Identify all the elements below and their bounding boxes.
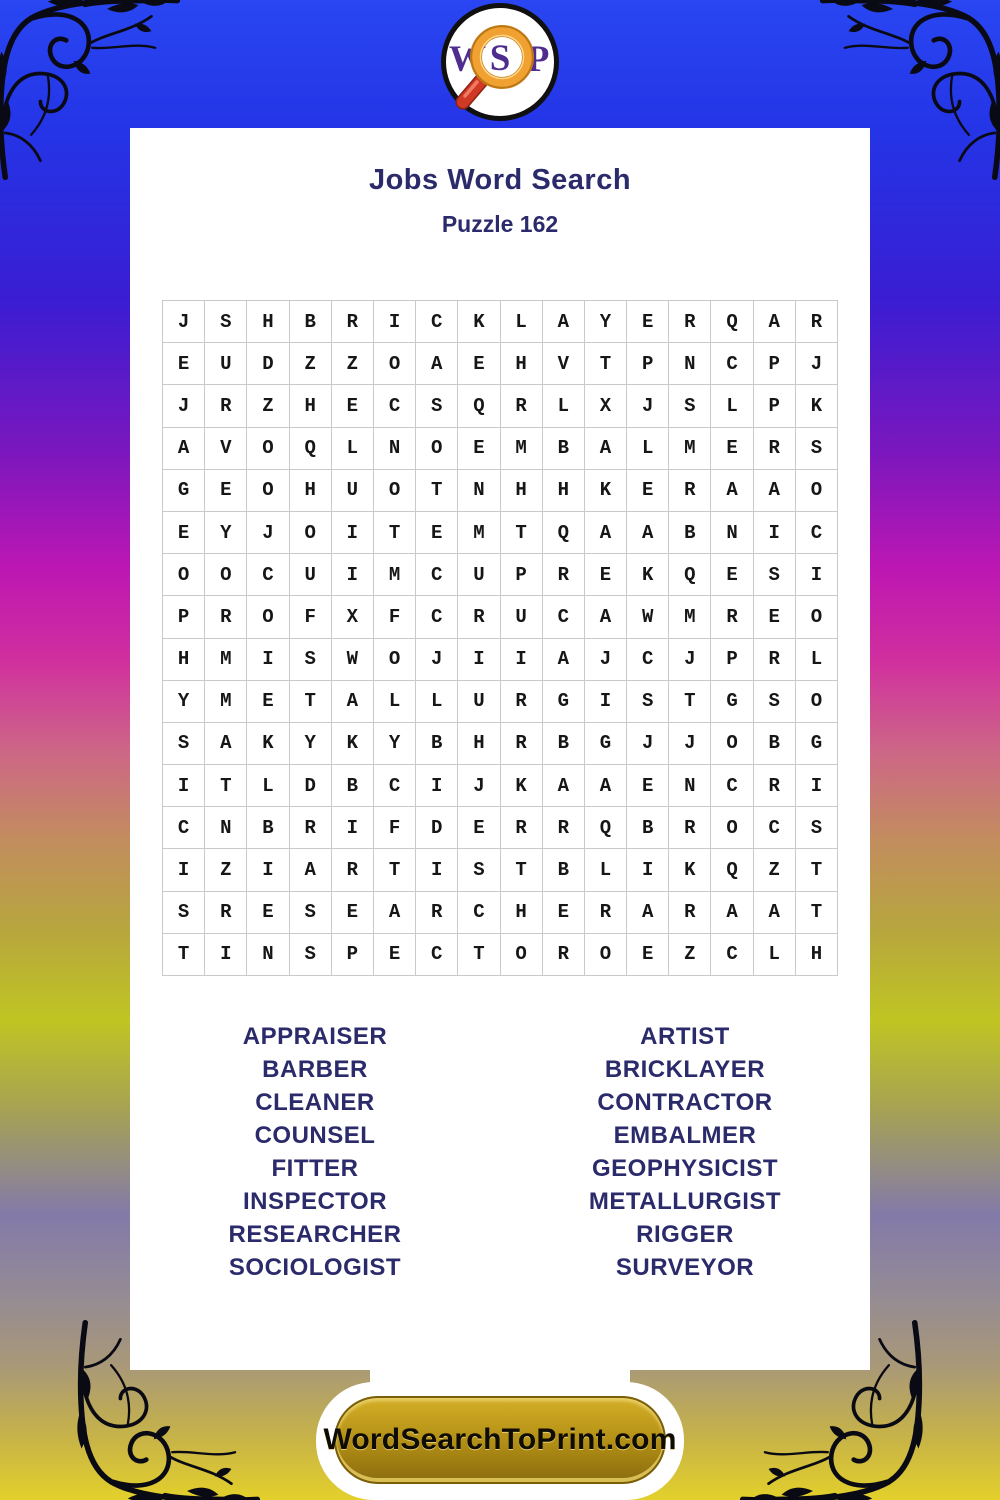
grid-cell: J	[585, 639, 626, 680]
grid-cell: Q	[543, 512, 584, 553]
word-item: BARBER	[262, 1056, 368, 1083]
grid-cell: E	[627, 934, 668, 975]
grid-cell: A	[711, 470, 752, 511]
grid-cell: Z	[247, 385, 288, 426]
grid-cell: R	[711, 596, 752, 637]
grid-cell: M	[669, 596, 710, 637]
grid-cell: H	[501, 343, 542, 384]
grid-cell: A	[205, 723, 246, 764]
word-item: EMBALMER	[613, 1122, 757, 1149]
grid-cell: R	[458, 596, 499, 637]
grid-cell: A	[374, 892, 415, 933]
grid-cell: L	[754, 934, 795, 975]
grid-cell: O	[247, 428, 288, 469]
grid-cell: E	[374, 934, 415, 975]
grid-cell: U	[458, 554, 499, 595]
grid-cell: M	[501, 428, 542, 469]
grid-cell: S	[754, 681, 795, 722]
grid-cell: J	[627, 385, 668, 426]
grid-cell: R	[205, 892, 246, 933]
page-title: Jobs Word Search	[368, 164, 632, 196]
word-item: FITTER	[271, 1155, 359, 1182]
grid-cell: E	[627, 765, 668, 806]
grid-cell: I	[796, 554, 837, 595]
grid-cell: C	[711, 343, 752, 384]
grid-cell: H	[290, 470, 331, 511]
grid-cell: N	[374, 428, 415, 469]
grid-cell: R	[754, 428, 795, 469]
grid-cell: Z	[754, 849, 795, 890]
grid-cell: X	[585, 385, 626, 426]
grid-cell: O	[247, 470, 288, 511]
grid-cell: G	[163, 470, 204, 511]
word-item: CLEANER	[255, 1089, 375, 1116]
grid-cell: B	[543, 849, 584, 890]
grid-cell: O	[711, 807, 752, 848]
grid-cell: K	[247, 723, 288, 764]
grid-cell: N	[247, 934, 288, 975]
grid-cell: O	[585, 934, 626, 975]
grid-cell: M	[458, 512, 499, 553]
grid-cell: Z	[290, 343, 331, 384]
grid-cell: C	[374, 385, 415, 426]
grid-cell: E	[163, 512, 204, 553]
grid-cell: K	[796, 385, 837, 426]
grid-cell: L	[374, 681, 415, 722]
grid-cell: C	[247, 554, 288, 595]
logo-letter-w: W	[449, 39, 486, 80]
grid-cell: T	[163, 934, 204, 975]
grid-cell: T	[416, 470, 457, 511]
grid-cell: B	[627, 807, 668, 848]
website-link-button[interactable]	[323, 1396, 677, 1484]
grid-cell: R	[754, 639, 795, 680]
grid-cell: C	[796, 512, 837, 553]
grid-cell: L	[585, 849, 626, 890]
grid-cell: O	[374, 343, 415, 384]
grid-cell: I	[163, 849, 204, 890]
grid-cell: E	[458, 807, 499, 848]
grid-cell: Y	[205, 512, 246, 553]
grid-cell: P	[501, 554, 542, 595]
grid-cell: E	[627, 301, 668, 342]
grid-cell: A	[585, 765, 626, 806]
grid-cell: T	[501, 512, 542, 553]
grid-cell: A	[627, 512, 668, 553]
grid-cell: R	[501, 807, 542, 848]
grid-cell: K	[501, 765, 542, 806]
grid-cell: D	[247, 343, 288, 384]
grid-cell: J	[247, 512, 288, 553]
grid-cell: O	[796, 470, 837, 511]
logo-letter-s: S	[489, 38, 511, 79]
grid-cell: R	[543, 554, 584, 595]
grid-cell: I	[163, 765, 204, 806]
grid-cell: S	[290, 639, 331, 680]
grid-cell: A	[585, 512, 626, 553]
grid-cell: J	[458, 765, 499, 806]
grid-cell: A	[416, 343, 457, 384]
logo-letter-p: P	[526, 39, 550, 80]
website-link-label: WordSearchToPrint.com	[323, 1423, 677, 1456]
grid-cell: L	[501, 301, 542, 342]
grid-cell: F	[374, 596, 415, 637]
grid-cell: L	[543, 385, 584, 426]
grid-cell: L	[796, 639, 837, 680]
grid-cell: U	[458, 681, 499, 722]
word-item: METALLURGIST	[588, 1188, 782, 1215]
grid-cell: R	[585, 892, 626, 933]
grid-cell: H	[543, 470, 584, 511]
grid-cell: H	[247, 301, 288, 342]
grid-cell: E	[205, 470, 246, 511]
grid-cell: B	[290, 301, 331, 342]
grid-cell: S	[163, 723, 204, 764]
grid-cell: N	[669, 765, 710, 806]
grid-cell: Z	[332, 343, 373, 384]
grid-cell: J	[669, 639, 710, 680]
grid-cell: A	[754, 470, 795, 511]
grid-cell: J	[796, 343, 837, 384]
grid-cell: P	[711, 639, 752, 680]
grid-cell: E	[711, 428, 752, 469]
grid-cell: I	[247, 849, 288, 890]
grid-cell: X	[332, 596, 373, 637]
grid-cell: B	[416, 723, 457, 764]
grid-cell: R	[205, 596, 246, 637]
grid-cell: O	[247, 596, 288, 637]
grid-cell: O	[501, 934, 542, 975]
grid-cell: S	[163, 892, 204, 933]
grid-cell: C	[627, 639, 668, 680]
grid-cell: I	[416, 849, 457, 890]
grid-cell: S	[416, 385, 457, 426]
grid-cell: J	[627, 723, 668, 764]
grid-cell: I	[627, 849, 668, 890]
grid-cell: E	[585, 554, 626, 595]
grid-cell: E	[247, 681, 288, 722]
word-lists	[130, 1020, 870, 1284]
grid-cell: F	[290, 596, 331, 637]
grid-cell: V	[543, 343, 584, 384]
grid-cell: J	[163, 385, 204, 426]
grid-cell: E	[416, 512, 457, 553]
grid-cell: L	[627, 428, 668, 469]
grid-cell: C	[543, 596, 584, 637]
grid-cell: B	[247, 807, 288, 848]
grid-cell: R	[754, 765, 795, 806]
grid-cell: R	[543, 934, 584, 975]
grid-cell: G	[585, 723, 626, 764]
grid-cell: R	[501, 681, 542, 722]
grid-cell: R	[416, 892, 457, 933]
grid-cell: D	[416, 807, 457, 848]
word-list-left	[130, 1020, 500, 1284]
grid-cell: L	[711, 385, 752, 426]
grid-cell: G	[796, 723, 837, 764]
grid-cell: E	[163, 343, 204, 384]
grid-cell: R	[205, 385, 246, 426]
grid-cell: T	[205, 765, 246, 806]
grid-cell: I	[501, 639, 542, 680]
grid-cell: C	[416, 596, 457, 637]
grid-cell: P	[332, 934, 373, 975]
grid-cell: M	[205, 639, 246, 680]
grid-cell: F	[374, 807, 415, 848]
grid-cell: P	[163, 596, 204, 637]
puzzle-grid	[162, 300, 838, 976]
word-item: RIGGER	[636, 1221, 734, 1248]
grid-cell: U	[290, 554, 331, 595]
grid-cell: E	[458, 428, 499, 469]
grid-cell: I	[332, 807, 373, 848]
grid-cell: I	[247, 639, 288, 680]
word-item: SOCIOLOGIST	[228, 1254, 402, 1281]
grid-cell: W	[627, 596, 668, 637]
grid-cell: T	[585, 343, 626, 384]
grid-cell: U	[205, 343, 246, 384]
grid-cell: H	[796, 934, 837, 975]
grid-cell: H	[163, 639, 204, 680]
grid-cell: A	[627, 892, 668, 933]
grid-cell: R	[290, 807, 331, 848]
grid-cell: P	[754, 343, 795, 384]
magnifying-glass-icon	[441, 3, 559, 121]
grid-cell: S	[669, 385, 710, 426]
word-item: COUNSEL	[254, 1122, 376, 1149]
grid-cell: C	[416, 934, 457, 975]
grid-cell: I	[585, 681, 626, 722]
grid-cell: G	[543, 681, 584, 722]
grid-cell: V	[205, 428, 246, 469]
grid-cell: A	[754, 892, 795, 933]
grid-cell: H	[501, 470, 542, 511]
grid-cell: H	[458, 723, 499, 764]
grid-cell: Q	[711, 301, 752, 342]
word-item: CONTRACTOR	[597, 1089, 773, 1116]
grid-cell: J	[163, 301, 204, 342]
grid-cell: E	[332, 892, 373, 933]
grid-cell: U	[501, 596, 542, 637]
grid-cell: A	[711, 892, 752, 933]
grid-cell: C	[163, 807, 204, 848]
grid-cell: N	[711, 512, 752, 553]
grid-cell: H	[290, 385, 331, 426]
wsp-logo	[441, 3, 559, 121]
grid-cell: I	[796, 765, 837, 806]
grid-cell: A	[754, 301, 795, 342]
grid-cell: N	[205, 807, 246, 848]
grid-cell: T	[669, 681, 710, 722]
word-list-right	[500, 1020, 870, 1284]
grid-cell: C	[374, 765, 415, 806]
grid-cell: R	[669, 892, 710, 933]
grid-cell: N	[669, 343, 710, 384]
grid-cell: Z	[205, 849, 246, 890]
grid-cell: I	[374, 301, 415, 342]
grid-cell: S	[627, 681, 668, 722]
grid-cell: C	[711, 934, 752, 975]
grid-cell: I	[754, 512, 795, 553]
grid-cell: T	[796, 892, 837, 933]
grid-cell: K	[669, 849, 710, 890]
grid-cell: K	[332, 723, 373, 764]
grid-cell: I	[332, 554, 373, 595]
grid-cell: R	[501, 723, 542, 764]
grid-cell: O	[205, 554, 246, 595]
grid-cell: A	[290, 849, 331, 890]
grid-cell: S	[458, 849, 499, 890]
grid-cell: A	[543, 301, 584, 342]
grid-cell: Q	[669, 554, 710, 595]
grid-cell: B	[332, 765, 373, 806]
puzzle-number: Puzzle 162	[441, 211, 559, 237]
grid-cell: T	[501, 849, 542, 890]
grid-cell: M	[205, 681, 246, 722]
grid-cell: R	[796, 301, 837, 342]
grid-cell: P	[754, 385, 795, 426]
grid-cell: Y	[585, 301, 626, 342]
grid-cell: E	[543, 892, 584, 933]
grid-cell: S	[796, 807, 837, 848]
grid-cell: O	[374, 639, 415, 680]
grid-cell: U	[332, 470, 373, 511]
word-item: INSPECTOR	[242, 1188, 388, 1215]
grid-cell: O	[711, 723, 752, 764]
word-item: APPRAISER	[242, 1023, 388, 1050]
grid-cell: E	[458, 343, 499, 384]
grid-cell: B	[543, 723, 584, 764]
grid-cell: S	[290, 892, 331, 933]
grid-cell: I	[332, 512, 373, 553]
grid-cell: I	[205, 934, 246, 975]
grid-cell: S	[754, 554, 795, 595]
grid-cell: Z	[669, 934, 710, 975]
grid-cell: O	[796, 681, 837, 722]
grid-cell: I	[416, 765, 457, 806]
grid-cell: O	[374, 470, 415, 511]
grid-cell: Q	[458, 385, 499, 426]
grid-cell: C	[458, 892, 499, 933]
grid-cell: C	[416, 554, 457, 595]
grid-cell: M	[374, 554, 415, 595]
grid-cell: T	[458, 934, 499, 975]
grid-cell: E	[627, 470, 668, 511]
grid-cell: M	[669, 428, 710, 469]
grid-cell: R	[669, 470, 710, 511]
grid-cell: O	[416, 428, 457, 469]
grid-cell: A	[585, 596, 626, 637]
grid-cell: S	[205, 301, 246, 342]
grid-cell: E	[754, 596, 795, 637]
grid-cell: R	[332, 849, 373, 890]
grid-cell: O	[796, 596, 837, 637]
word-item: RESEARCHER	[228, 1221, 402, 1248]
grid-cell: Q	[711, 849, 752, 890]
grid-cell: Y	[290, 723, 331, 764]
grid-cell: T	[796, 849, 837, 890]
grid-cell: T	[374, 849, 415, 890]
grid-cell: L	[332, 428, 373, 469]
grid-cell: N	[458, 470, 499, 511]
grid-cell: R	[669, 301, 710, 342]
grid-cell: O	[163, 554, 204, 595]
grid-cell: P	[627, 343, 668, 384]
grid-cell: K	[458, 301, 499, 342]
grid-cell: A	[163, 428, 204, 469]
word-item: SURVEYOR	[615, 1254, 755, 1281]
grid-cell: Q	[290, 428, 331, 469]
grid-cell: T	[290, 681, 331, 722]
grid-cell: A	[585, 428, 626, 469]
grid-cell: S	[290, 934, 331, 975]
grid-cell: J	[669, 723, 710, 764]
grid-cell: Y	[163, 681, 204, 722]
grid-cell: I	[458, 639, 499, 680]
grid-cell: E	[247, 892, 288, 933]
grid-cell: L	[247, 765, 288, 806]
word-item: GEOPHYSICIST	[591, 1155, 779, 1182]
grid-cell: H	[501, 892, 542, 933]
grid-cell: O	[290, 512, 331, 553]
grid-cell: L	[416, 681, 457, 722]
grid-cell: S	[796, 428, 837, 469]
word-item: ARTIST	[640, 1023, 730, 1050]
grid-cell: R	[543, 807, 584, 848]
grid-cell: C	[416, 301, 457, 342]
grid-cell: E	[332, 385, 373, 426]
grid-cell: R	[669, 807, 710, 848]
grid-cell: C	[754, 807, 795, 848]
grid-cell: Q	[585, 807, 626, 848]
grid-cell: A	[332, 681, 373, 722]
grid-cell: W	[332, 639, 373, 680]
grid-cell: K	[627, 554, 668, 595]
grid-cell: K	[585, 470, 626, 511]
grid-cell: T	[374, 512, 415, 553]
grid-cell: A	[543, 765, 584, 806]
grid-cell: G	[711, 681, 752, 722]
grid-cell: R	[501, 385, 542, 426]
grid-cell: Y	[374, 723, 415, 764]
grid-cell: E	[711, 554, 752, 595]
grid-cell: A	[543, 639, 584, 680]
grid-cell: B	[754, 723, 795, 764]
word-item: BRICKLAYER	[604, 1056, 766, 1083]
grid-cell: B	[669, 512, 710, 553]
grid-cell: D	[290, 765, 331, 806]
puzzle-card	[130, 128, 870, 1370]
grid-cell: J	[416, 639, 457, 680]
grid-cell: B	[543, 428, 584, 469]
grid-cell: C	[711, 765, 752, 806]
grid-cell: R	[332, 301, 373, 342]
